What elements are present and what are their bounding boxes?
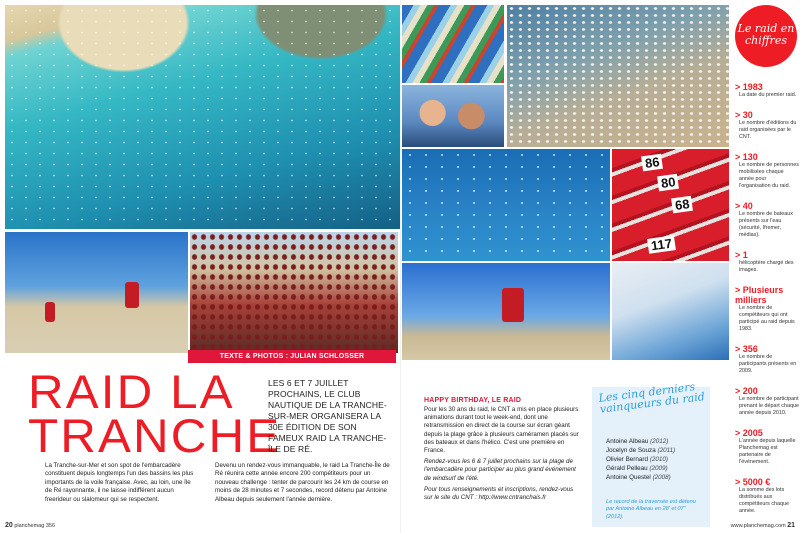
winners-title: Les cinq derniers vainqueurs du raid <box>597 380 706 416</box>
section-heading: HAPPY BIRTHDAY, LE RAID <box>424 397 522 404</box>
runner-figure <box>45 302 55 322</box>
boards-photo <box>402 5 504 83</box>
list-item: Jocelyn de Souza (2011) <box>606 447 676 454</box>
paragraph: Rendez-vous les 6 & 7 juillet prochains sur la plage de l'embarcadère pour participer au plus grand événement de windsurf de l'été. <box>424 458 576 482</box>
paragraph: Pour tous renseignements et inscriptions, rendez-vous sur le site du CNT : http://www.cntranchais.fr <box>424 485 574 502</box>
winners-box <box>592 380 710 527</box>
stat-item: > 200 Le nombre de participant prenant le départ chaque année depuis 2010. <box>735 386 799 416</box>
winners-note: Le record de la traversée est détenu par Antoine Albeau en 28' et 07" (2012). <box>606 499 696 520</box>
runners-photo <box>5 232 188 353</box>
stat-item: > 30 Le nombre d'éditions du raid organisées par le CNT. <box>735 110 797 140</box>
stats-list <box>735 82 799 526</box>
folio-right: www.planchemag.com 21 <box>730 522 795 529</box>
list-item: Antoine Questel (2008) <box>606 474 671 481</box>
portrait-photo <box>402 85 504 147</box>
sails-aerial-photo <box>507 5 729 147</box>
bib-number: 80 <box>657 174 679 192</box>
body-column-2: Devenu un rendez-vous immanquable, le raid La Tranche-Île de Ré réunira cette année encore 200 compétiteurs pour un nouveau challenge : tenter de parcourir les 24 km de course en moins de 28 minutes et 7 secondes, record détenu par Antoine Albeau depuis seulement l'année dernière. <box>215 462 390 503</box>
photo-credit: TEXTE & PHOTOS : JULIAN SCHLOSSER <box>188 350 396 363</box>
runner-photo <box>402 263 610 360</box>
list-item: Antoine Albeau (2012) <box>606 438 669 445</box>
folio-left: 20 planchemag 356 <box>5 522 55 529</box>
winners-list <box>606 437 675 482</box>
stat-item: > Plusieurs milliers Le nombre de compétiteurs qui ont participé au raid depuis 1983. <box>735 285 795 332</box>
documents-photo <box>612 263 729 360</box>
bib-number: 68 <box>671 196 693 214</box>
article-deck: LES 6 ET 7 JUILLET PROCHAINS, LE CLUB NAUTIQUE DE LA TRANCHE-SUR-MER ORGANISERA LA 30E ÉDITION DE SON FAMEUX RAID LA TRANCHE-ÎLE DE RÉ. <box>268 378 387 454</box>
stat-item: > 2005 L'année depuis laquelle Planchemag est partenaire de l'événement. <box>735 428 796 465</box>
runner-figure <box>125 282 139 308</box>
paragraph: Pour les 30 ans du raid, le CNT a mis en place plusieurs animations durant tout le week-end, dont une retransmission en direct de la course sur écran géant depuis la plage grâce à plusieurs caméramen placés sur des bateaux et dans l'hélico. C'est une première en France. <box>424 406 579 455</box>
runner-figure <box>502 288 524 322</box>
bib-number: 117 <box>647 235 676 254</box>
badge-line: Le raid en <box>737 22 795 35</box>
body-column-1: La Tranche-sur-Mer et son spot de l'embarcadère constituent depuis longtemps l'un des bassins les plus importants de la voile française. Avec, au loin, une île de Ré rayonnante, il ne laisse indifférent aucun freerideur ou slalomeur qui se respectent. <box>45 462 194 503</box>
stat-item: > 5000 € La somme des lots distribués aux compétiteurs chaque année. <box>735 477 790 514</box>
stat-item: > 1 hélicoptère chargé des images. <box>735 250 794 273</box>
badge-line: chiffres <box>745 34 787 47</box>
stat-item: > 40 Le nombre de bateaux présents sur l'eau (sécurité, Ifremer, médias). <box>735 201 793 238</box>
article-title: RAID LA TRANCHE <box>28 365 282 462</box>
bibs-photo <box>612 149 729 261</box>
stat-item: > 130 Le nombre de personnes mobilisées chaque année pour l'organisation du raid. <box>735 152 799 189</box>
sea-aerial-photo <box>402 149 610 261</box>
bib-number: 86 <box>641 154 663 172</box>
chiffres-badge <box>735 5 797 67</box>
stat-item: > 1983 La date du premier raid. <box>735 82 797 98</box>
list-item: Olivier Bernard (2010) <box>606 456 668 463</box>
section-body <box>424 406 582 505</box>
aerial-beach-photo <box>5 5 400 229</box>
list-item: Gérald Pelleau (2009) <box>606 465 668 472</box>
stat-item: > 356 Le nombre de participants présents en 2009. <box>735 344 797 374</box>
gutter <box>400 0 401 533</box>
crowd-photo <box>190 232 398 353</box>
